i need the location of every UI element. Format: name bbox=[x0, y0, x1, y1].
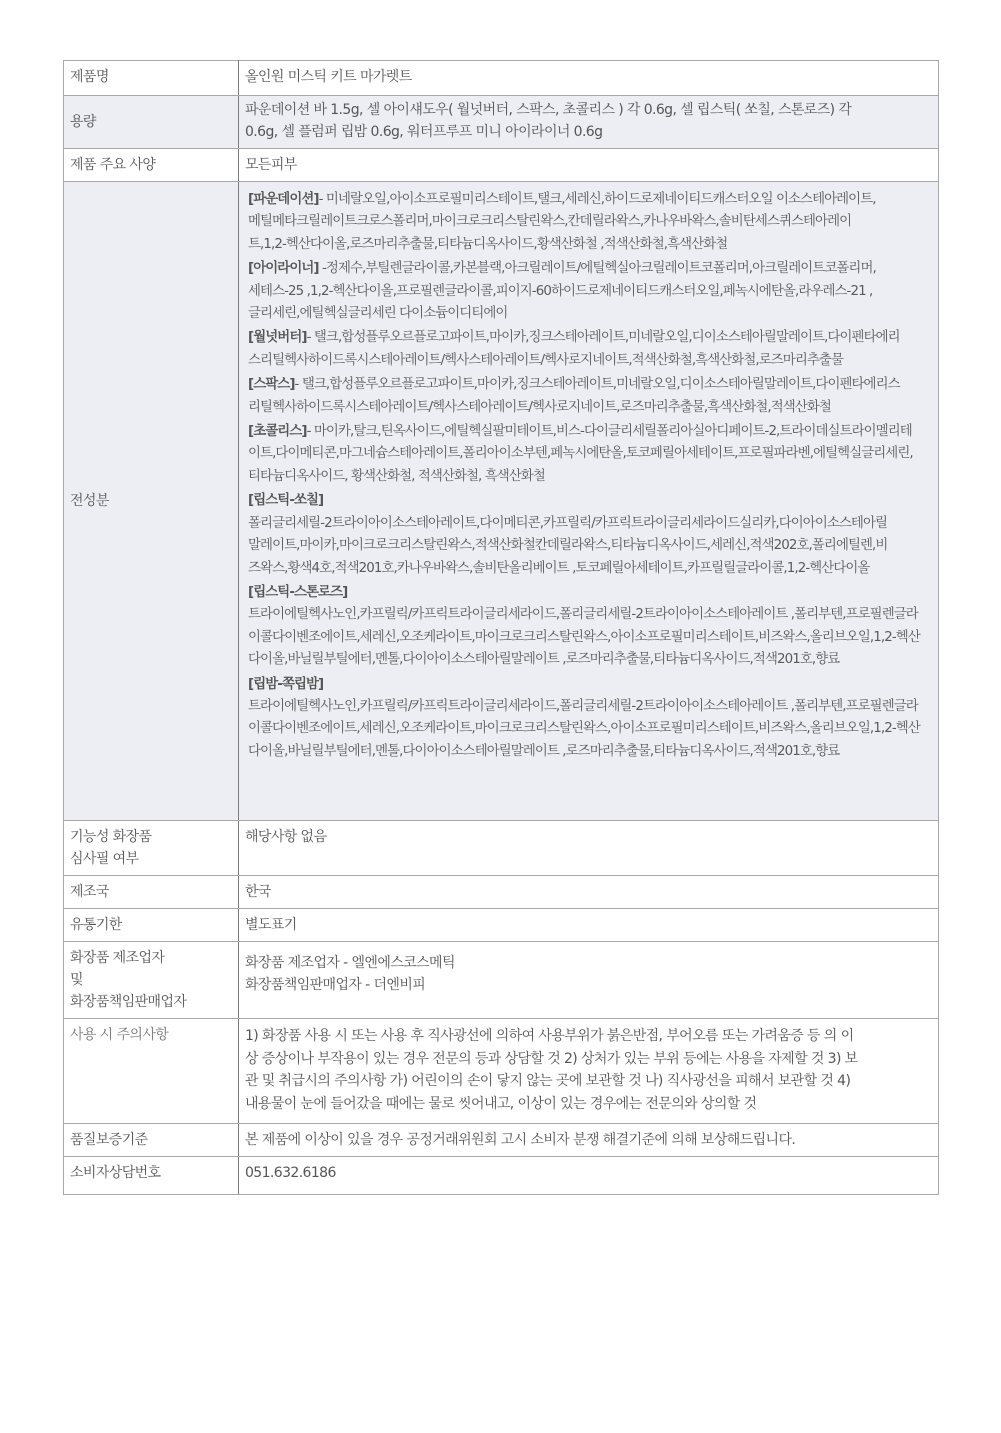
label-line: 화장품 제조업자 bbox=[70, 950, 165, 967]
ingredient-eyeliner bbox=[248, 258, 934, 325]
label-quality-standard: 품질보증기준 bbox=[64, 1124, 239, 1157]
ingredients-spacer bbox=[248, 765, 934, 815]
row-volume bbox=[64, 96, 939, 149]
row-manufacturer bbox=[64, 942, 939, 1019]
label-manufacturer bbox=[64, 942, 239, 1019]
ingredient-text: 폴리글리세릴-2트라이아이소스테아레이트,다이메티콘,카프릴릭/카프릭트라이글리세라이드실리카,다이아이소스테아릴말레이트,마이카,마이크로크리스탈린왁스,적색산화철칸데릴라왁스,티타늄디옥사이드,세레신,적색202호,폴리에틸렌,비즈왁스,황색4호,적색201호,카나우바왁스,솔비탄올리베이트 ,토코페릴아세테이트,카프릴릴글라이콜,1,2-헥산다이올 bbox=[248, 515, 888, 576]
label-contact: 소비자상담번호 bbox=[64, 1157, 239, 1195]
label-expiry: 유통기한 bbox=[64, 909, 239, 942]
row-caution bbox=[64, 1019, 939, 1124]
product-info-table bbox=[63, 60, 939, 1195]
value-quality-standard: 본 제품에 이상이 있을 경우 공정거래위원회 고시 소비자 분쟁 해결기준에 의해 보상해드립니다. bbox=[239, 1124, 939, 1157]
ingredient-title: [초콜리스] bbox=[248, 424, 307, 440]
label-line: 및 bbox=[70, 972, 83, 989]
responsible-seller-line: 화장품책임판매업자 - 더엔비피 bbox=[245, 977, 426, 994]
ingredient-text: - 탤크,합성플루오르플로고파이트,마이카,징크스테아레이트,미네랄오일,디이소스테아릴말레이트,다이펜타에리스리틸헥사하이드록시스테아레이트/헥사스테아레이트/헥사로지네이트,적색산화철,흑색산화철,로즈마리추출물 bbox=[248, 330, 900, 368]
value-expiry: 별도표기 bbox=[239, 909, 939, 942]
value-caution: 1) 화장품 사용 시 또는 사용 후 직사광선에 의하여 사용부위가 붉은반점, 부어오름 또는 가려움증 등 의 이상 증상이나 부작용이 있는 경우 전문의 등과 상담할 것 2) 상처가 있는 부위 등에는 사용을 자제할 것 3) 보관 및 취급시의 주의사항 가) 어린이의 손이 닿지 않는 곳에 보관할 것 나) 직사광선을 피해서 보관할 것 4)내용물이 눈에 들어갔을 때에는 물로 씻어내고, 이상이 있는 경우에는 전문의와 상의할 것 bbox=[239, 1019, 939, 1124]
ingredient-walnut-butter bbox=[248, 327, 934, 372]
ingredient-title: [립밤-쪽립밤] bbox=[248, 676, 324, 692]
ingredient-lipstick-stonerose bbox=[248, 582, 934, 672]
label-functional-cosmetic bbox=[64, 821, 239, 876]
ingredient-sparks bbox=[248, 374, 934, 419]
row-main-spec bbox=[64, 149, 939, 182]
row-quality-standard bbox=[64, 1124, 939, 1157]
value-functional-cosmetic: 해당사항 없음 bbox=[239, 821, 939, 876]
label-main-spec: 제품 주요 사양 bbox=[64, 149, 239, 182]
ingredient-title: [월넛버터] bbox=[248, 330, 307, 346]
value-contact: 051.632.6186 bbox=[239, 1157, 939, 1195]
label-volume: 용량 bbox=[64, 96, 239, 149]
manufacturer-lines bbox=[245, 947, 934, 996]
value-volume: 파운데이션 바 1.5g, 셀 아이섀도우( 월넛버터, 스팍스, 초콜리스 ) 각 0.6g, 셀 립스틱( 쏘칠, 스톤로즈) 각 0.6g, 셀 플럼퍼 립밤 0.6g, 워터프루프 미니 아이라이너 0.6g bbox=[239, 96, 939, 149]
ingredient-title: [립스틱-쏘칠] bbox=[248, 493, 324, 509]
label-country: 제조국 bbox=[64, 876, 239, 909]
ingredient-text: 트라이에틸헥사노인,카프릴릭/카프릭트라이글리세라이드,폴리글리세릴-2트라이아이소스테아레이트 ,폴리부텐,프로필렌글라이콜다이벤조에이트,세레신,오조케라이트,마이크로크리스탈린왁스,아이소프로필미리스테이트,비즈왁스,올리브오일,1,2-헥산다이올,바닐릴부틸에터,멘톨,다이아이소스테아릴말레이트 ,로즈마리추출물,티타늄디옥사이드,적색201호,향료 bbox=[248, 698, 920, 759]
ingredient-text: - 탤크,합성플루오르플로고파이트,마이카,징크스테아레이트,미네랄오일,디이소스테아릴말레이트,다이펜타에리스리틸헥사하이드록시스테아레이트/헥사스테아레이트/헥사로지네이트,로즈마리추출물,흑색산화철,적색산화철 bbox=[248, 377, 900, 415]
row-product-name bbox=[64, 61, 939, 96]
row-country bbox=[64, 876, 939, 909]
ingredient-text: - 미네랄오일,아이소프로필미리스테이트,탤크,세레신,하이드로제네이티드캐스터오일 이소스테아레이트,메틸메타크릴레이트크로스폴리머,마이크로크리스탈린왁스,칸데릴라왁스,카나우바왁스,솔비탄세스퀴스테아레이트,1,2-헥산다이올,로즈마리추출물,티타늄디옥사이드,황색산화철 ,적색산화철,흑색산화철 bbox=[248, 192, 876, 252]
label-ingredients: 전성분 bbox=[64, 182, 239, 821]
ingredient-title: [아이라이너] bbox=[248, 261, 319, 277]
ingredient-foundation bbox=[248, 189, 934, 256]
ingredient-lipstick-sochil bbox=[248, 490, 934, 580]
value-main-spec: 모든피부 bbox=[239, 149, 939, 182]
ingredient-title: [파운데이션] bbox=[248, 192, 319, 207]
row-functional-cosmetic bbox=[64, 821, 939, 876]
label-line: 화장품책임판매업자 bbox=[70, 994, 187, 1011]
value-country: 한국 bbox=[239, 876, 939, 909]
row-ingredients bbox=[64, 182, 939, 821]
ingredient-title: [립스틱-스톤로즈] bbox=[248, 584, 348, 600]
ingredient-chocolice bbox=[248, 421, 934, 488]
ingredient-text: - 마이카,탈크,틴옥사이드,에틸헥실팔미테이트,비스-다이글리세릴폴리아실아디페이트-2,트라이데실트라이멜리테이트,다이메티콘,마그네슘스테아레이트,폴리아이소부텐,페녹시에탄올,토코페릴아세테이트,프로필파라벤,에틸헥실글리세린,티타늄디옥사이드, 황색산화철, 적색산화철, 흑색산화철 bbox=[248, 424, 913, 484]
ingredient-text: -정제수,부틸렌글라이콜,카본블랙,아크릴레이트/에틸헥실아크릴레이트코폴리머,아크릴레이트코폴리머,세테스-25 ,1,2-헥산다이올,프로필렌글라이콜,피이지-60하이드로제네이티드캐스터오일,페녹시에탄올,라우레스-21 ,글리세린,에틸헥실글리세린 다이소듐이디티에이 bbox=[248, 261, 876, 322]
label-product-name: 제품명 bbox=[64, 61, 239, 96]
label-line: 심사필 여부 bbox=[70, 851, 139, 868]
ingredients-list bbox=[245, 187, 934, 815]
value-manufacturer bbox=[239, 942, 939, 1019]
row-expiry bbox=[64, 909, 939, 942]
label-caution: 사용 시 주의사항 bbox=[64, 1019, 239, 1124]
label-line: 기능성 화장품 bbox=[70, 829, 152, 846]
ingredient-text: 트라이에틸헥사노인,카프릴릭/카프릭트라이글리세라이드,폴리글리세릴-2트라이아이소스테아레이트 ,폴리부텐,프로필렌글라이콜다이벤조에이트,세레신,오조케라이트,마이크로크리스탈린왁스,아이소프로필미리스테이트,비즈왁스,올리브오일,1,2-헥산다이올,바닐릴부틸에터,멘톨,다이아이소스테아릴말레이트 ,로즈마리추출물,티타늄디옥사이드,적색201호,향료 bbox=[248, 607, 920, 668]
ingredient-lipbalm bbox=[248, 674, 934, 764]
row-contact bbox=[64, 1157, 939, 1195]
manufacturer-line: 화장품 제조업자 - 엘엔에스코스메틱 bbox=[245, 955, 455, 972]
value-product-name: 올인원 미스틱 키트 마가렛트 bbox=[239, 61, 939, 96]
ingredient-title: [스팍스] bbox=[248, 377, 295, 393]
value-ingredients bbox=[239, 182, 939, 821]
